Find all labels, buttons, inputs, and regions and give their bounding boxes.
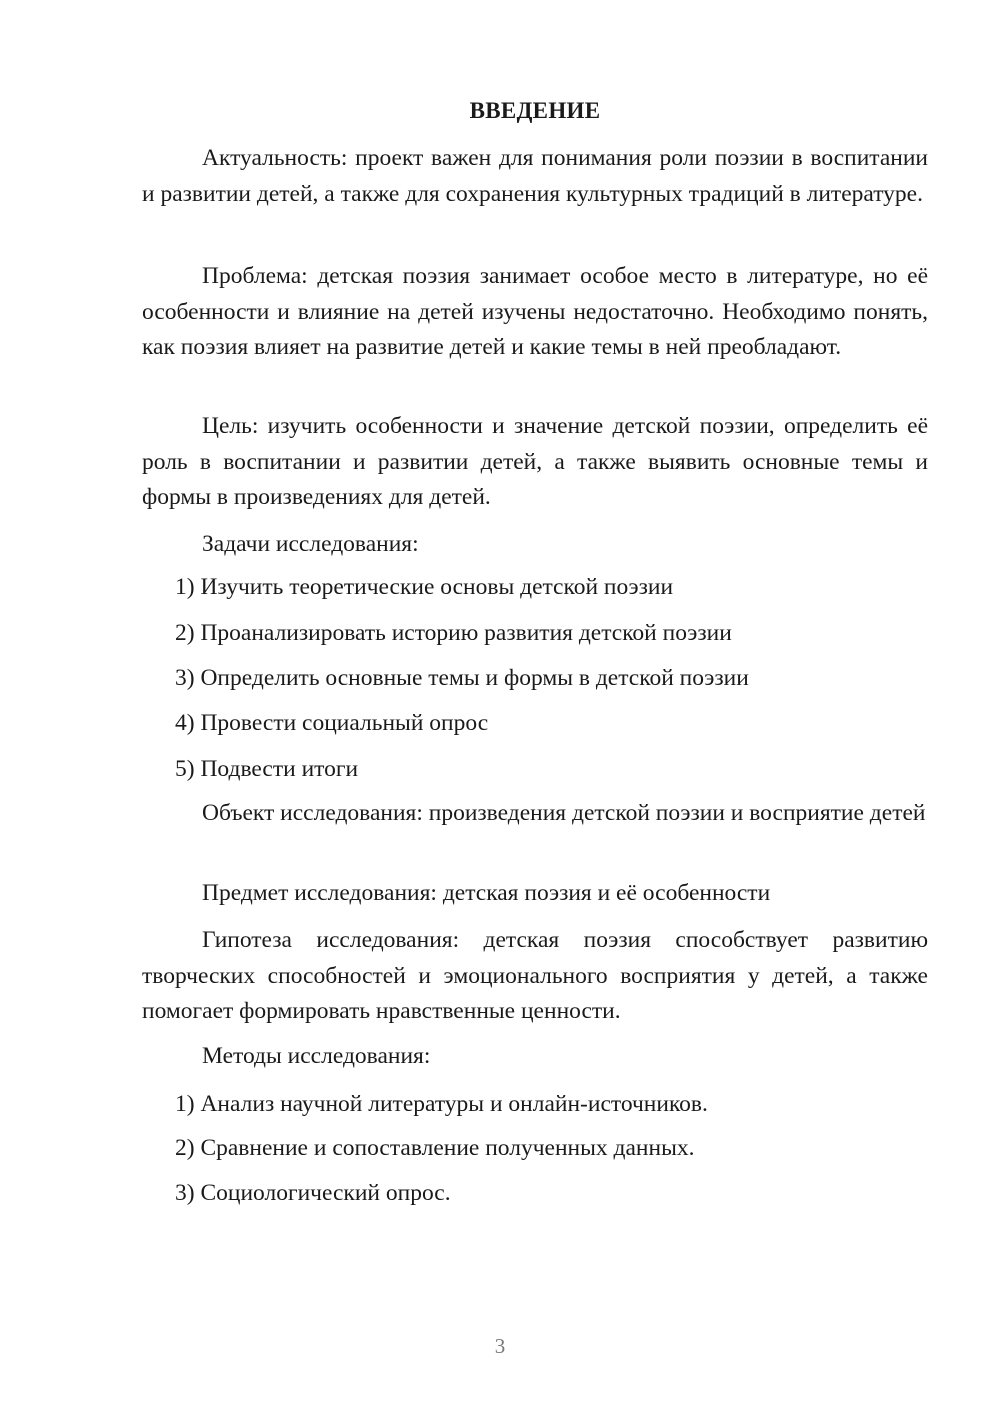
method-item: 1) Анализ научной литературы и онлайн-источников.	[175, 1091, 708, 1117]
task-item: 5) Подвести итоги	[175, 756, 359, 782]
subject-paragraph: Предмет исследования: детская поэзия и её особенности	[202, 880, 771, 906]
method-item: 3) Социологический опрос.	[175, 1180, 451, 1206]
goal-paragraph: Цель: изучить особенности и значение детской поэзии, определить её роль в воспитании и развитии детей, а также выявить основные темы и формы в произведениях для детей.	[142, 413, 928, 510]
object-paragraph: Объект исследования: произведения детской поэзии и восприятие детей	[202, 800, 926, 826]
tasks-heading: Задачи исследования:	[202, 531, 419, 557]
task-item: 2) Проанализировать историю развития детской поэзии	[175, 620, 732, 646]
task-item: 1) Изучить теоретические основы детской поэзии	[175, 574, 674, 600]
task-item: 4) Провести социальный опрос	[175, 710, 489, 736]
page-number: 3	[494, 1334, 506, 1358]
methods-heading: Методы исследования:	[202, 1043, 431, 1069]
task-item: 3) Определить основные темы и формы в детской поэзии	[175, 665, 749, 691]
problem-paragraph: Проблема: детская поэзия занимает особое место в литературе, но её особенности и влияние на детей изучены недостаточно. Необходимо понять, как поэзия влияет на развитие детей и какие темы в ней преобладают.	[142, 263, 928, 360]
section-title: ВВЕДЕНИЕ	[469, 98, 601, 123]
hypothesis-paragraph: Гипотеза исследования: детская поэзия способствует развитию творческих способностей и эмоционального восприятия у детей, а также помогает формировать нравственные ценности.	[142, 927, 928, 1024]
relevance-paragraph: Актуальность: проект важен для понимания роли поэзии в воспитании и развитии детей, а также для сохранения культурных традиций в литературе.	[142, 145, 928, 207]
method-item: 2) Сравнение и сопоставление полученных данных.	[175, 1135, 695, 1161]
